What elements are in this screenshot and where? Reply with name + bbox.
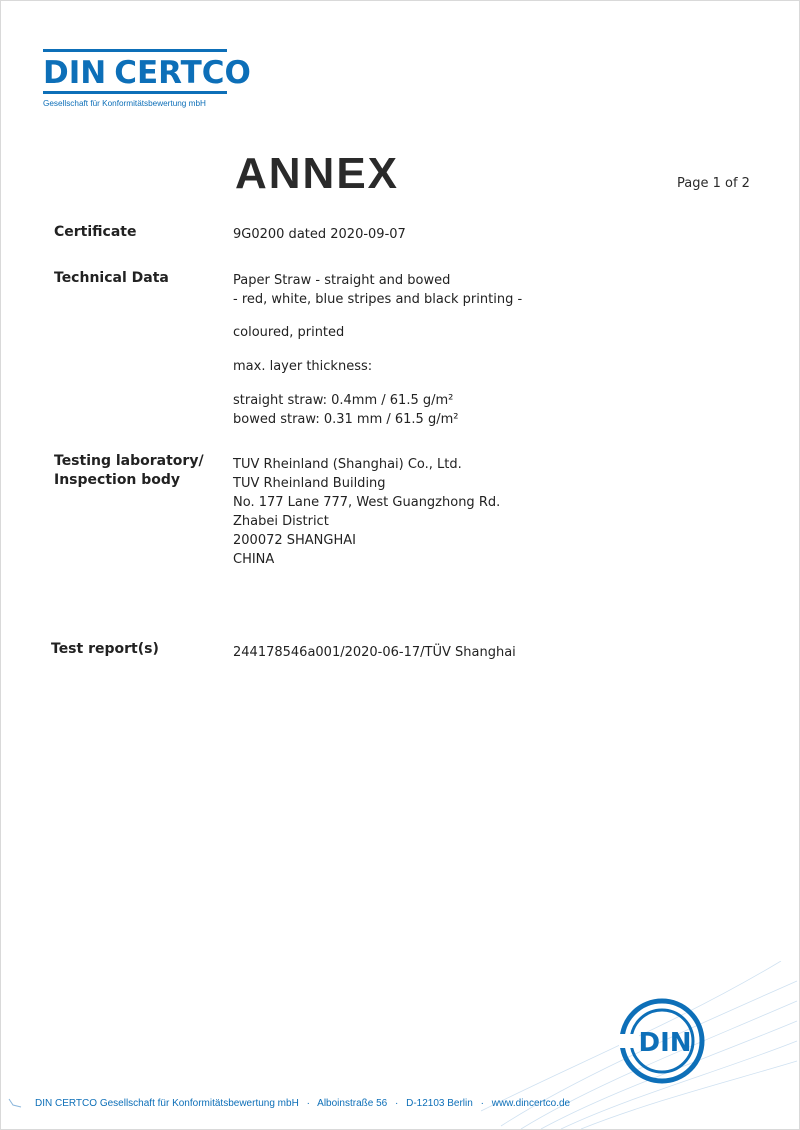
technical-line: Paper Straw - straight and bowed	[233, 273, 451, 288]
page-number: Page 1 of 2	[677, 176, 750, 191]
technical-line: coloured, printed	[233, 325, 345, 340]
footer-company: DIN CERTCO Gesellschaft für Konformitätsbewertung mbH	[35, 1098, 299, 1109]
lab-line: CHINA	[233, 552, 275, 567]
seal-text: DIN	[638, 1028, 692, 1058]
din-certco-logo	[43, 45, 251, 108]
footer-separator: ·	[306, 1098, 310, 1109]
page-title: ANNEX	[235, 149, 400, 198]
logo-bottom-rule	[43, 91, 227, 94]
lab-line: TUV Rheinland Building	[233, 476, 386, 491]
din-seal-logo	[617, 996, 707, 1086]
logo-certco: CERTCO	[114, 55, 251, 91]
technical-data-value	[233, 271, 522, 429]
lab-line: 200072 SHANGHAI	[233, 533, 356, 548]
lab-line: Zhabei District	[233, 514, 329, 529]
certificate-value: 9G0200 dated 2020-09-07	[233, 227, 406, 242]
test-report-value: 244178546a001/2020-06-17/TÜV Shanghai	[233, 645, 516, 660]
logo-tagline: Gesellschaft für Konformitätsbewertung mbH	[43, 99, 206, 108]
footer-address	[35, 1098, 570, 1109]
technical-line: bowed straw: 0.31 mm / 61.5 g/m²	[233, 412, 459, 427]
footer-separator: ·	[480, 1098, 484, 1109]
lab-line: No. 177 Lane 777, West Guangzhong Rd.	[233, 495, 501, 510]
footer-city: D-12103 Berlin	[406, 1098, 473, 1109]
technical-line: max. layer thickness:	[233, 359, 373, 374]
testing-lab-label: Testing laboratory/ Inspection body	[54, 453, 204, 488]
technical-data-label: Technical Data	[54, 270, 169, 286]
footer-street: Alboinstraße 56	[317, 1098, 388, 1109]
technical-line: - red, white, blue stripes and black printing -	[233, 292, 523, 307]
footer-mark-icon	[7, 1095, 25, 1111]
lab-line: TUV Rheinland (Shanghai) Co., Ltd.	[233, 457, 462, 472]
testing-lab-value	[233, 455, 500, 569]
footer-website-link[interactable]: www.dincertco.de	[491, 1098, 571, 1109]
certificate-label: Certificate	[54, 224, 137, 240]
logo-top-rule	[43, 49, 227, 52]
test-report-label: Test report(s)	[51, 641, 159, 657]
footer-separator: ·	[394, 1098, 399, 1109]
logo-din: DIN	[43, 55, 107, 91]
technical-line: straight straw: 0.4mm / 61.5 g/m²	[233, 393, 454, 408]
